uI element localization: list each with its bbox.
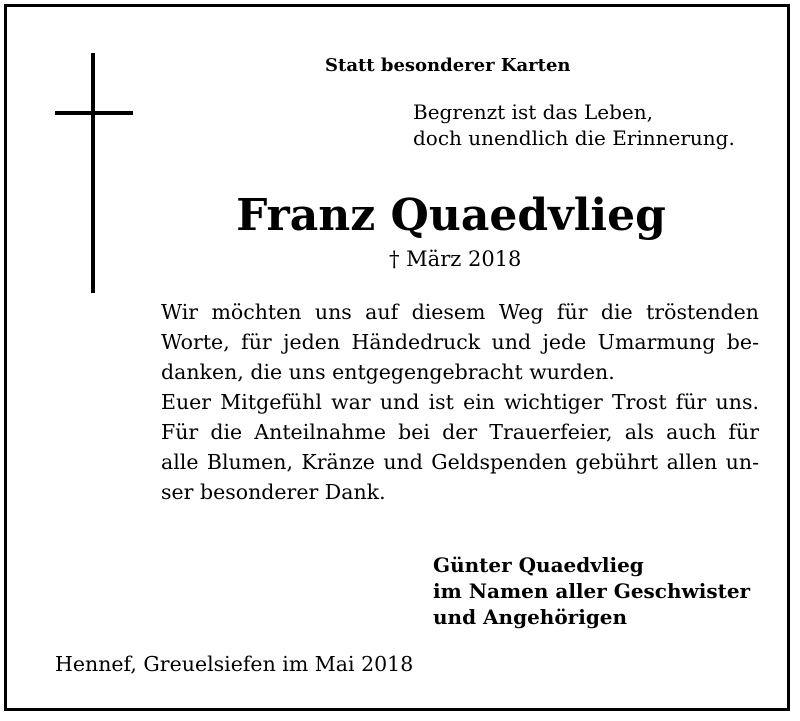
text-line: Wir möchten uns auf diesem Weg für die tröstenden: [161, 300, 759, 324]
thanks-text: [161, 297, 759, 507]
notice-header: Statt besonderer Karten: [325, 55, 571, 76]
text-line: Euer Mitgefühl war und ist ein wichtiger Trost für uns.: [161, 390, 759, 414]
cross-icon-bar: [55, 111, 133, 115]
signature-line: Günter Quaedvlieg: [433, 553, 644, 577]
text-line: Worte, für jeden Händedruck und jede Umarmung be-: [161, 330, 759, 354]
motto-line: Begrenzt ist das Leben,: [413, 100, 653, 124]
motto: [413, 99, 735, 151]
motto-line: doch unendlich die Erinnerung.: [413, 126, 735, 150]
signature-line: und Angehörigen: [433, 605, 628, 629]
cross-icon: [91, 53, 95, 293]
text-line: ser besonderer Dank.: [161, 480, 386, 504]
signature-line: im Namen aller Geschwister: [433, 579, 751, 603]
text-line: alle Blumen, Kränze und Geldspenden gebührt allen un-: [161, 450, 759, 474]
text-line: Für die Anteilnahme bei der Trauerfeier, als auch für: [161, 420, 759, 444]
place-date: Hennef, Greuelsiefen im Mai 2018: [55, 652, 414, 676]
deceased-name: Franz Quaedvlieg: [236, 190, 666, 241]
obituary-frame: [4, 4, 790, 711]
death-date: † März 2018: [389, 247, 522, 271]
signature: [433, 552, 750, 630]
text-line: danken, die uns entgegengebracht wurden.: [161, 360, 615, 384]
